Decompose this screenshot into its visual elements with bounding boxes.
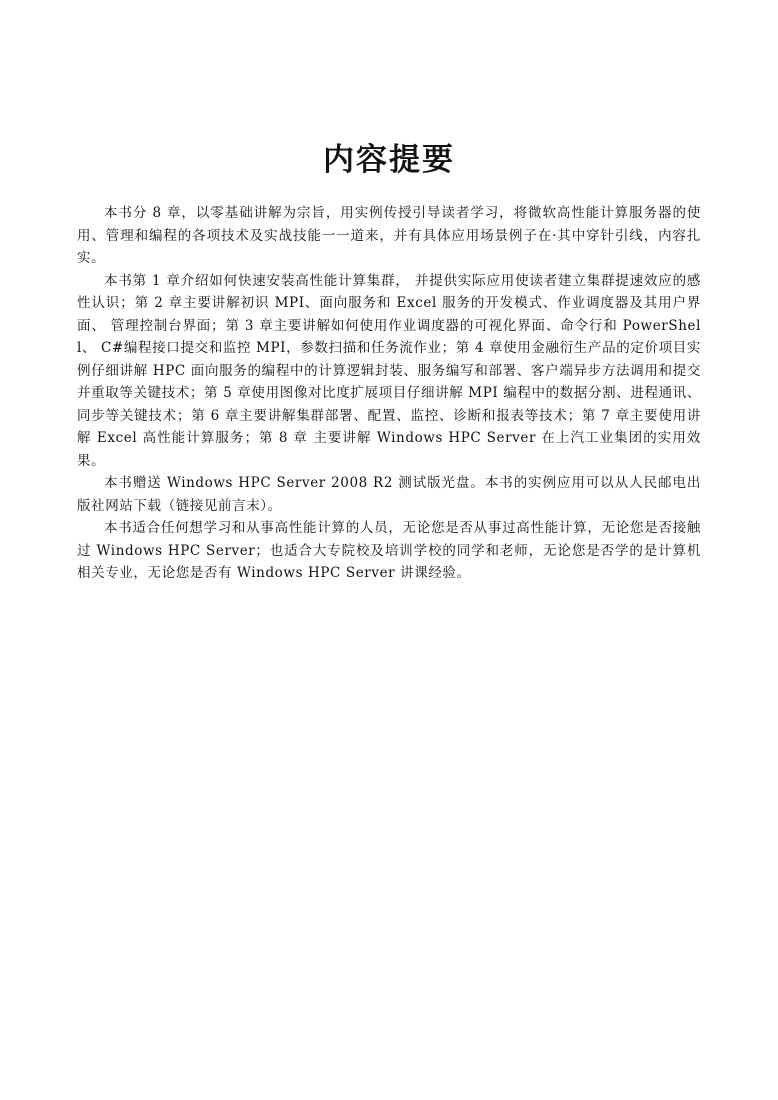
- summary-paragraph-2: 本书第 1 章介绍如何快速安装高性能计算集群， 并提供实际应用使读者建立集群提速效应的感性认识；第 2 章主要讲解初识 MPI、面向服务和 Excel 服务的开发模式、作业调度器及其用户界面、 管理控制台界面；第 3 章主要讲解如何使用作业调度器的可视化界面、命令行和 PowerShell、 C#编程接口提交和监控 MPI，参数扫描和任务流作业；第 4 章使用金融衍生产品的定价项目实例仔细讲解 HPC 面向服务的编程中的计算逻辑封装、服务编写和部署、客户端异步方法调用和提交并重取等关键技术；第 5 章使用图像对比度扩展项目仔细讲解 MPI 编程中的数据分割、进程通讯、同步等关键技术；第 6 章主要讲解集群部署、配置、监控、诊断和报表等技术；第 7 章主要使用讲解 Excel 高性能计算服务；第 8 章 主要讲解 Windows HPC Server 在上汽工业集团的实用效果。: [77, 272, 701, 469]
- page-title: 内容提要: [323, 142, 455, 178]
- summary-paragraph-1: 本书分 8 章，以零基础讲解为宗旨，用实例传授引导读者学习，将微软高性能计算服务器的使用、管理和编程的各项技术及实战技能一一道来，并有具体应用场景例子在·其中穿针引线，内容扎实。: [77, 205, 701, 266]
- document-page: [77, 140, 701, 585]
- summary-paragraph-3: 本书赠送 Windows HPC Server 2008 R2 测试版光盘。本书的实例应用可以从人民邮电出版社网站下载（链接见前言末）。: [77, 475, 701, 514]
- summary-paragraph-4: 本书适合任何想学习和从事高性能计算的人员，无论您是否从事过高性能计算，无论您是否接触过 Windows HPC Server；也适合大专院校及培训学校的同学和老师，无论您是否学的是计算机相关专业，无论您是否有 Windows HPC Server 讲课经验。: [77, 520, 701, 581]
